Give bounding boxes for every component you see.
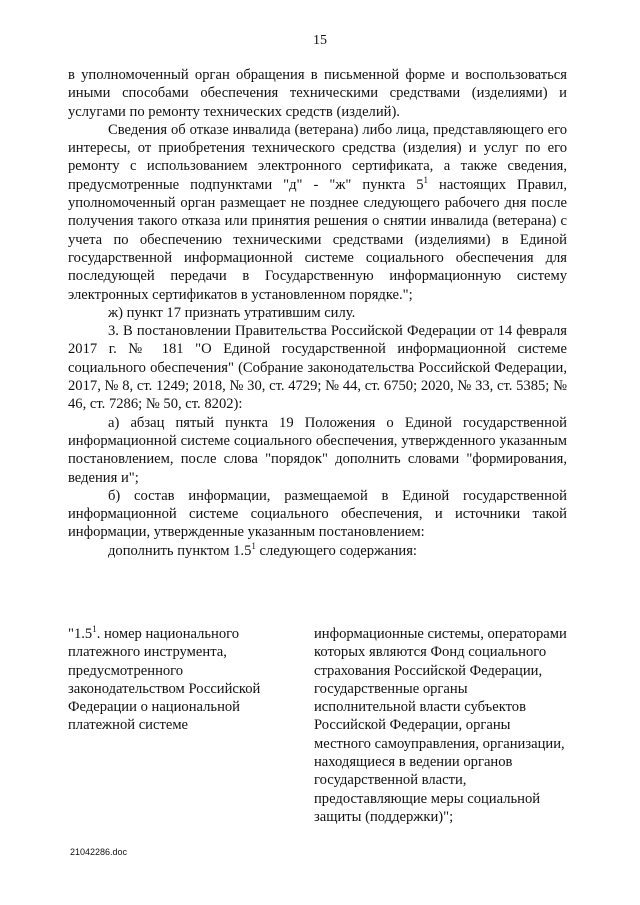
paragraph-text: Сведения об отказе инвалида (ветерана) либо лица, представляющего его интересы, от приобретения технического средства (изделия) и услуг по его ремонту с использованием электронного сертификата, а также сведения, предусмотренные подпунктами "д" - "ж" пункта 5: [68, 121, 567, 193]
paragraph-text: дополнить пунктом 1.5: [108, 542, 252, 559]
superscript: 1: [251, 540, 256, 551]
paragraph-text: настоящих Правил, уполномоченный орган размещает не позднее следующего рабочего дня после получения такого отказа или принятия решения о снятии инвалида (ветерана) с учета по обеспечению техническими средствами (изделиями) в Единой государственной информационной системе социального обеспечения для последующей передачи в Государственную информационную систему электронных сертификатов в установленном порядке.";: [68, 176, 567, 303]
item-number: "1.5: [68, 626, 93, 642]
footer-filename: 21042286.doc: [70, 847, 128, 857]
document-body: [68, 66, 567, 560]
page-number: 15: [313, 33, 327, 48]
superscript: 1: [92, 624, 97, 635]
paragraph-text: следующего содержания:: [255, 542, 417, 559]
table-cell-info-source: информационные системы, операторами которых являются Фонд социального страхования Российской Федерации, государственные органы исполнительной власти субъектов Российской Федерации, органы местного самоуправления, организации, находящиеся в ведении органов государственной власти, предоставляющие меры социальной защиты (поддержки)";: [314, 626, 567, 825]
table-cell-info-item: [68, 625, 283, 735]
superscript: 1: [423, 174, 429, 185]
paragraph-item-a: а) абзац пятый пункта 19 Положения о Единой государственной информационной системе социального обеспечения, утвержденного указанным постановлением, после слова "порядок" дополнить словами "формирования, ведения и";: [68, 414, 567, 486]
paragraph-item-b: б) состав информации, размещаемой в Единой государственной информационной системе социального обеспечения, и источники такой информации, утвержденные указанным постановлением:: [68, 487, 567, 541]
paragraph-item-3: 3. В постановлении Правительства Российской Федерации от 14 февраля 2017 г. № 181 "О Единой государственной информационной системе социального обеспечения" (Собрание законодательства Российской Федерации, 2017, № 8, ст. 1249; 2018, № 30, ст. 4729; № 44, ст. 6750; 2020, № 33, ст. 5385; № 46, ст. 7286; № 50, ст. 8202):: [68, 323, 567, 413]
paragraph-continuation: в уполномоченный орган обращения в письменной форме и воспользоваться иными способами обеспечения техническими средствами (изделиями) и услугами по ремонту технических средств (изделий).: [68, 67, 567, 120]
paragraph-item-zh: ж) пункт 17 признать утратившим силу.: [108, 304, 356, 321]
paragraph-add-point: [68, 542, 567, 560]
item-text: . номер национального платежного инструмента, предусмотренного законодательством Российской Федерации о национальной платежной системе: [68, 626, 261, 734]
paragraph-refusal-info: [68, 121, 567, 304]
